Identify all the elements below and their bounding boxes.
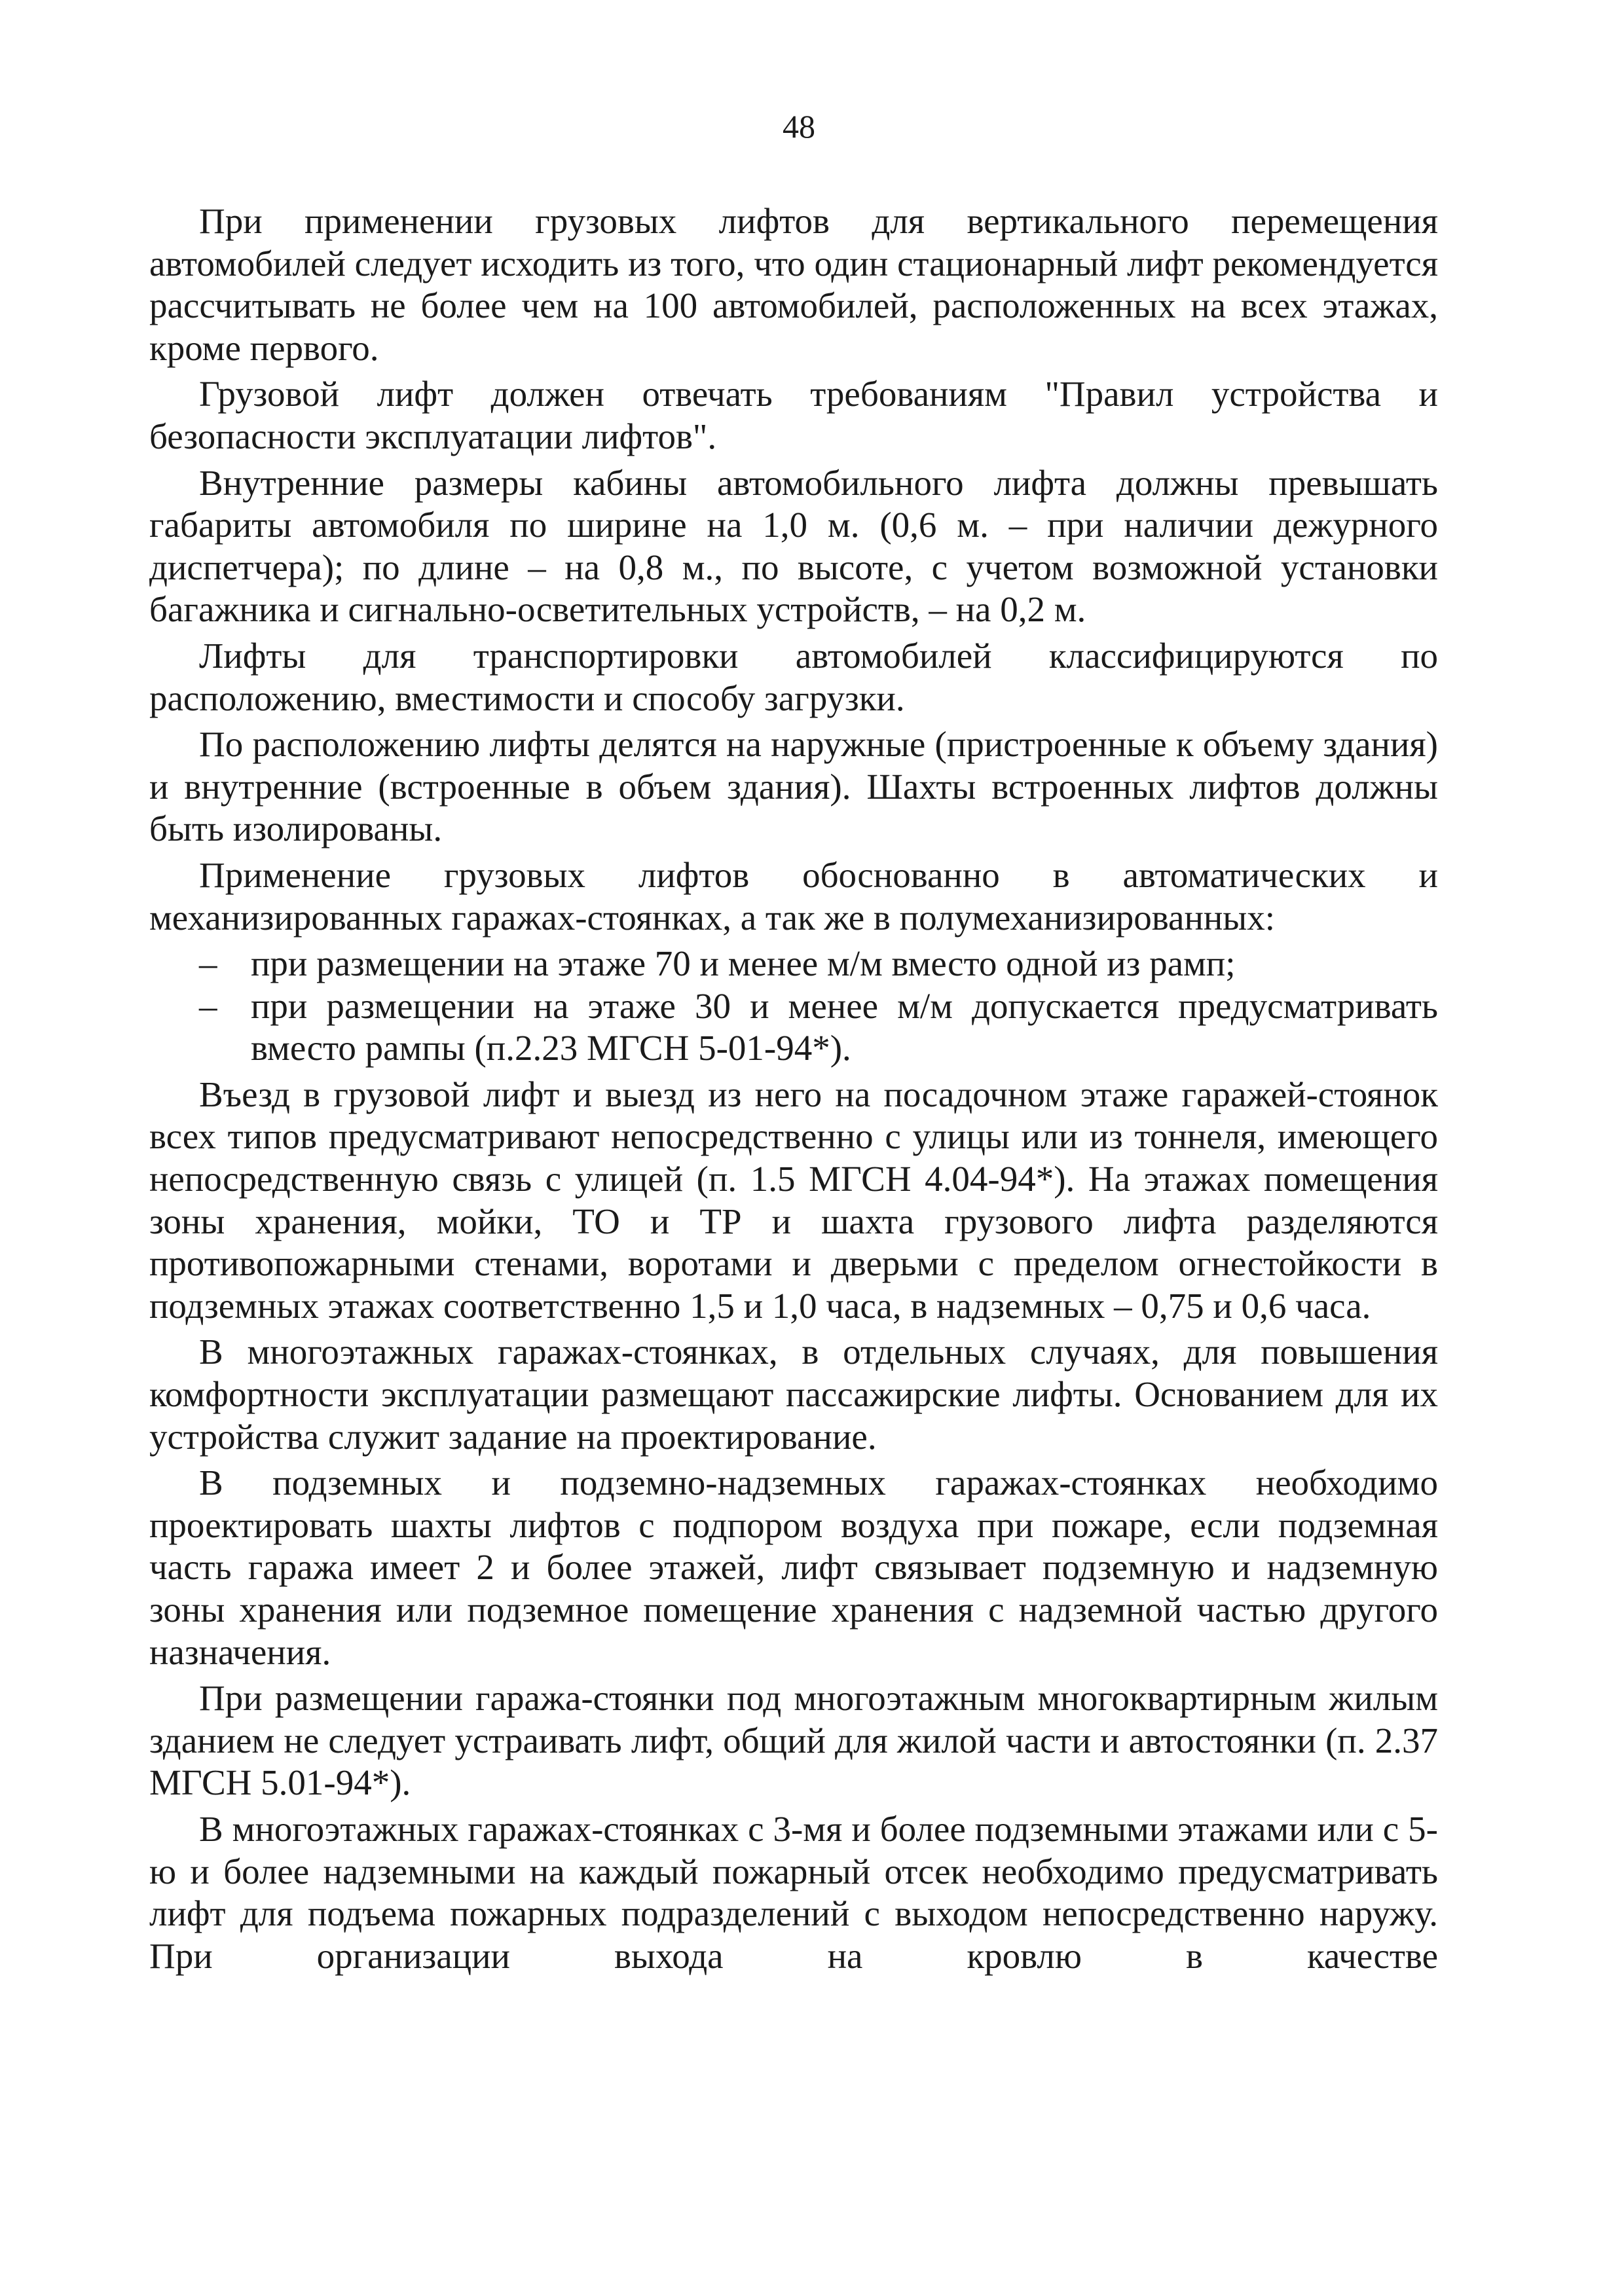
paragraph-lift-rules-compliance: Грузовой лифт должен отвечать требованиям "Правил устройства и безопасности эксплуатации лифтов". — [149, 374, 1438, 456]
dash-marker: – — [199, 943, 217, 984]
document-body — [149, 200, 1438, 1977]
paragraph-lift-location: По расположению лифты делятся на наружные (пристроенные к объему здания) и внутренние (встроенные в объем здания). Шахты встроенных лифтов должны быть изолированы. — [149, 724, 1438, 849]
paragraph-underground-lift-shafts: В подземных и подземно-надземных гаражах-стоянках необходимо проектировать шахты лифтов с подпором воздуха при пожаре, если подземная часть гаража имеет 2 и более этажей, лифт связывает подземную и надземную зоны хранения или подземное помещение хранения с надземной частью другого назначения. — [149, 1463, 1438, 1672]
paragraph-fire-brigade-lift: В многоэтажных гаражах-стоянках с 3-мя и более подземными этажами или с 5-ю и более надземными на каждый пожарный отсек необходимо предусматривать лифт для подъема пожарных подразделений с выходом непосредственно наружу. При организации выхода на кровлю в качестве — [149, 1808, 1438, 1976]
paragraph-freight-lift-capacity: При применении грузовых лифтов для вертикального перемещения автомобилей следует исходить из того, что один стационарный лифт рекомендуется рассчитывать не более чем на 100 автомобилей, расположенных на всех этажах, кроме первого. — [149, 201, 1438, 368]
paragraph-cabin-dimensions: Внутренние размеры кабины автомобильного лифта должны превышать габариты автомобиля по ширине на 1,0 м. (0,6 м. – при наличии дежурного диспетчера); по длине – на 0,8 м., по высоте, с учетом возможной установки багажника и сигнально-осветительных устройств, – на 0,2 м. — [149, 462, 1438, 630]
application-conditions-list — [149, 943, 1438, 1070]
paragraph-passenger-lifts: В многоэтажных гаражах-стоянках, в отдельных случаях, для повышения комфортности эксплуатации размещают пассажирские лифты. Основанием для их устройства служит задание на проектирование. — [149, 1332, 1438, 1457]
list-item — [149, 985, 1438, 1070]
paragraph-freight-lift-application: Применение грузовых лифтов обоснованно в автоматических и механизированных гаражах-стоянках, а так же в полумеханизированных: — [149, 854, 1438, 938]
list-item — [149, 943, 1438, 985]
list-item-text: при размещении на этаже 70 и менее м/м вместо одной из рамп; — [251, 943, 1236, 984]
paragraph-lift-entry-exit: Въезд в грузовой лифт и выезд из него на посадочном этаже гаражей-стоянок всех типов предусматривают непосредственно с улицы или из тоннеля, имеющего непосредственную связь с улицей (п. 1.5 МГСН 4.04-94*). На этажах помещения зоны хранения, мойки, ТО и ТР и шахта грузового лифта разделяются противопожарными стенами, воротами и дверьми с пределом огнестойкости в подземных этажах соответственно 1,5 и 1,0 часа, в надземных – 0,75 и 0,6 часа. — [149, 1074, 1438, 1326]
list-item-text: при размещении на этаже 30 и менее м/м допускается предусматривать вместо рампы (п.2.23 МГСН 5-01-94*). — [251, 985, 1438, 1068]
paragraph-lift-classification: Лифты для транспортировки автомобилей классифицируются по расположению, вместимости и способу загрузки. — [149, 635, 1438, 718]
dash-marker: – — [199, 985, 217, 1026]
paragraph-residential-building-garage: При размещении гаража-стоянки под многоэтажным многоквартирным жилым зданием не следует устраивать лифт, общий для жилой части и автостоянки (п. 2.37 МГСН 5.01-94*). — [149, 1678, 1438, 1803]
page-number: 48 — [783, 108, 815, 145]
